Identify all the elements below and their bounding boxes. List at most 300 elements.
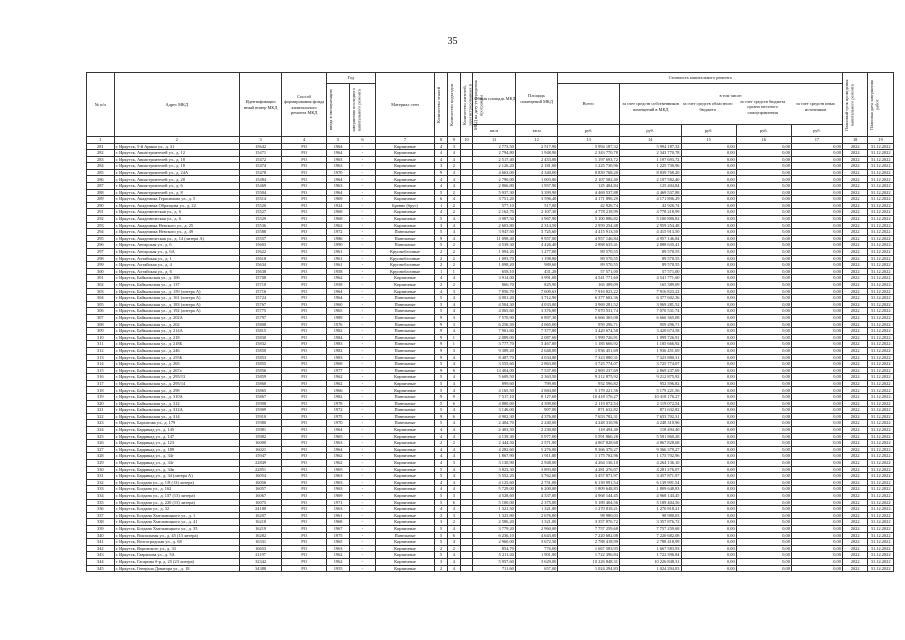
table-cell: РО [282,288,327,295]
table-cell: 1961 [326,512,349,519]
table-cell: 1 185 666,92 [619,341,681,348]
table-cell: 10 418 176,27 [558,394,620,401]
table-cell: 0,00 [681,479,736,486]
table-cell: 0,00 [791,156,842,163]
table-cell: РО [282,558,327,565]
table-cell: РО [282,440,327,447]
table-cell: 57 571,00 [558,268,620,275]
table-cell: 0,00 [791,334,842,341]
table-row [87,301,894,308]
table-cell: 0,00 [681,229,736,236]
table-cell: г. Иркутск, Авиастроителей ул., д. 28 [114,176,239,183]
table-cell: 2022 [842,552,867,559]
table-cell: 4 [435,275,448,282]
table-cell: 0,00 [791,295,842,302]
table-cell: 1977 [326,367,349,374]
table-cell: 9 [435,328,448,335]
table-row [87,255,894,262]
table-cell [460,453,473,460]
table-cell: РО [282,552,327,559]
table-cell: 5 100 886,82 [619,216,681,223]
table-cell [460,492,473,499]
table-cell: 1 024 294,83 [558,565,620,572]
table-cell: РО [282,512,327,519]
table-cell: 5 552,20 [473,473,515,480]
table-cell: 2022 [842,440,867,447]
table-cell: 0,00 [791,479,842,486]
table-cell: 1958 [326,268,349,275]
table-cell: 0,00 [791,407,842,414]
table-cell: 1962 [326,275,349,282]
table-cell: 1986 [326,235,349,242]
table-cell: 4 [435,460,448,467]
table-cell: 825,90 [515,281,557,288]
table-cell: РО [282,143,327,150]
header-unit-rub5: руб. [791,125,842,137]
table-cell: 2 343 770,78 [619,150,681,157]
table-cell: 4 [447,473,460,480]
table-cell: Кирпичные [375,150,434,157]
table-cell: 0,00 [681,275,736,282]
table-cell: 4 778 218,99 [558,209,620,216]
table-cell: 345 [87,565,115,572]
table-cell: 341 [87,539,115,546]
table-cell: РО [282,394,327,401]
table-cell: 57 571,00 [619,268,681,275]
table-cell: Кирпичные [375,196,434,203]
table-cell: 15867 [239,394,281,401]
table-cell: 0,00 [736,229,791,236]
table-cell: 952 596,82 [619,380,681,387]
table-cell: 4 968 144,45 [619,492,681,499]
header-unit-rub3: руб. [681,125,736,137]
table-cell: г. Иркутск, Байкальская ул., д. 218 [114,334,239,341]
table-cell: 0,00 [681,235,736,242]
table-cell: 15853 [239,354,281,361]
table-cell: г. Иркутск, Алтайская ул., д. 1 [114,255,239,262]
table-cell: 2022 [842,262,867,269]
table-cell: г. Иркутск, Академика Герасимова ул., д. 5 [114,196,239,203]
table-cell: Кирпичные [375,222,434,229]
table-cell: 1965 [326,466,349,473]
table-cell: Кирпичные [375,453,434,460]
table-cell: 31.12.2022 [868,354,894,361]
table-row [87,413,894,420]
header-floors: Количество этажей [436,86,442,123]
table-cell: 4 [447,387,460,394]
header-year-built: ввода в эксплуатацию [327,89,333,131]
header-cost-other: за счет средств иных источников [796,101,835,112]
table-cell: г. Иркутск, Воровского ул., д. 33 [114,545,239,552]
table-cell: 5 [435,466,448,473]
table-cell [460,440,473,447]
table-cell: 0,00 [791,143,842,150]
table-cell: 4 [435,479,448,486]
table-cell: 4 [435,433,448,440]
table-cell: 3 823,30 [473,466,515,473]
table-cell: 2 [447,163,460,170]
table-cell: Кирпичные [375,506,434,513]
table-cell: Панельные [375,367,434,374]
table-cell: 3 672,50 [515,539,557,546]
table-cell: 303 [87,288,115,295]
table-cell: 4 [447,427,460,434]
table-cell: 3 725,60 [515,229,557,236]
table-cell: 31.12.2022 [868,334,894,341]
table-cell: 31.12.2022 [868,321,894,328]
table-cell: 31.12.2022 [868,169,894,176]
table-cell: 0,00 [736,374,791,381]
table-cell [460,268,473,275]
table-cell: 5 [435,189,448,196]
table-cell: 2022 [842,209,867,216]
table-cell: 7 609,63 [515,288,557,295]
table-cell: 0,00 [736,150,791,157]
table-cell: 329 [87,460,115,467]
table-cell: 0,00 [681,301,736,308]
table-cell: г. Иркутск, Бархатова ул., д. 179 [114,420,239,427]
table-cell: Кирпичные [375,143,434,150]
table-cell: Панельные [375,235,434,242]
table-cell: 2022 [842,275,867,282]
table-cell: 15716 [239,288,281,295]
table-row [87,229,894,236]
table-cell: 290 [87,202,115,209]
table-cell: 31.12.2022 [868,176,894,183]
table-row [87,525,894,532]
table-cell: 2022 [842,202,867,209]
table-cell: 3 146,00 [473,407,515,414]
table-cell: 2 087,60 [515,334,557,341]
table-cell: 6 [447,499,460,506]
table-cell: - [350,374,375,381]
table-cell: 5 729,00 [473,486,515,493]
table-cell: 5 994 187,32 [558,143,620,150]
table-cell: 4 [435,183,448,190]
table-cell: 4 [447,183,460,190]
header-year-last: завершения последнего капитального ремонта [351,87,362,133]
table-cell: 0,00 [791,347,842,354]
table-cell: 15980 [239,420,281,427]
table-cell: Панельные [375,407,434,414]
table-cell: 6 256,50 [473,321,515,328]
table-cell: 1971 [326,499,349,506]
table-cell: 3 457 871,97 [558,473,620,480]
table-cell: 0,00 [791,209,842,216]
table-cell: 4 968 144,45 [558,492,620,499]
table-cell: 322 [87,413,115,420]
table-cell: 31.12.2022 [868,407,894,414]
table-cell: 0,00 [681,413,736,420]
column-number: 6 [350,137,375,144]
table-cell: 89 570,55 [619,255,681,262]
table-cell: 0,00 [736,558,791,565]
table-cell: 2 444,50 [473,440,515,447]
table-cell: 0,00 [791,189,842,196]
table-cell: РО [282,189,327,196]
table-cell: 1975 [326,413,349,420]
table-cell: 3 [447,460,460,467]
table-cell: 89 570,55 [558,262,620,269]
table-cell: 2022 [842,308,867,315]
table-cell: 1964 [326,143,349,150]
table-cell: Кирпичные [375,479,434,486]
table-cell: РО [282,539,327,546]
table-cell: 7 220 682,08 [619,532,681,539]
table-cell: 31.12.2022 [868,255,894,262]
table-cell: 4 541 771,60 [619,275,681,282]
table-cell: 6 139 991,54 [619,479,681,486]
table-cell: 1 [435,202,448,209]
table-cell: 1962 [326,222,349,229]
table-cell: 6 897,30 [515,314,557,321]
table-cell: 4 539,30 [473,242,515,249]
table-cell: 118 494,40 [619,427,681,434]
table-cell: 4 264 136,10 [558,460,620,467]
table-cell: 3 725 774,07 [558,361,620,368]
table-cell: - [350,394,375,401]
table-cell: 1976 [326,321,349,328]
table-cell: 1 936 451,69 [619,347,681,354]
table-cell: 125 404,84 [619,183,681,190]
table-cell: 1982 [326,347,349,354]
table-cell: 24180 [239,506,281,513]
column-number: 12 [515,137,557,144]
table-cell: 2022 [842,506,867,513]
table-cell: 22849 [239,460,281,467]
table-cell: 2 [447,440,460,447]
table-cell: 3 [447,143,460,150]
table-cell: 6 139 991,54 [558,479,620,486]
table-cell: - [350,347,375,354]
table-cell: 31.12.2022 [868,242,894,249]
table-cell: 1 [447,341,460,348]
table-cell: 3 712,90 [515,295,557,302]
table-cell: 2022 [842,473,867,480]
table-cell: 0,00 [791,413,842,420]
table-row [87,143,894,150]
table-cell [460,143,473,150]
table-cell: 0,00 [791,473,842,480]
table-cell: 3 [447,492,460,499]
table-row [87,486,894,493]
table-cell: 4 033,00 [515,301,557,308]
table-cell: 3 991,00 [515,275,557,282]
table-cell: 3 969 281,52 [558,301,620,308]
table-cell: 799,00 [515,380,557,387]
table-cell: РО [282,156,327,163]
table-cell: 2 869 237,69 [558,367,620,374]
table-cell: РО [282,328,327,335]
table-cell: - [350,400,375,407]
table-cell: 0,00 [736,216,791,223]
table-cell: 0,00 [791,367,842,374]
table-cell: 0,00 [681,196,736,203]
table-cell: 293 [87,222,115,229]
table-cell: г. Иркутск, Вокзальная ул., д. 45 (13 литера) [114,532,239,539]
table-cell: 5 [435,301,448,308]
table-cell: 2022 [842,407,867,414]
table-cell: 0,00 [681,519,736,526]
table-cell: Кирпичные [375,558,434,565]
table-cell: 2 119 072,54 [619,400,681,407]
table-cell: - [350,354,375,361]
table-cell: 2022 [842,565,867,572]
table-cell: г. Иркутск, Академика Образцова ул., д. 22 [114,202,239,209]
table-cell: 2 119 072,54 [558,400,620,407]
table-cell: 1 094,20 [473,249,515,256]
table-cell: 31.12.2022 [868,499,894,506]
table-cell: 31.12.2022 [868,202,894,209]
table-cell [460,301,473,308]
table-cell: Бревно (брус) [375,202,434,209]
table-cell: 0,00 [791,321,842,328]
table-cell [460,189,473,196]
table-cell: 15708 [239,275,281,282]
table-cell: г. Иркутск, Байкальская ул., д. 312А [114,407,239,414]
table-cell: 15514 [239,196,281,203]
table-cell: 4 957 146,84 [619,235,681,242]
table-cell: 15860 [239,380,281,387]
table-cell: 0,00 [791,394,842,401]
table-cell: 0,00 [736,176,791,183]
table-cell: 15471 [239,150,281,157]
table-cell: Панельные [375,334,434,341]
table-cell: 31.12.2022 [868,479,894,486]
table-cell: г. Иркутск, Баррикад ул., д. 147 [114,433,239,440]
table-cell [460,361,473,368]
table-cell: г. Иркутск, 5-й Армии ул., д. 31 [114,143,239,150]
table-cell: 1983 [326,354,349,361]
table-cell: - [350,176,375,183]
table-cell: 31.12.2022 [868,216,894,223]
table-cell: 42 926,74 [619,202,681,209]
header-entrances: Количество подъездов [448,83,454,126]
table-cell: 1964 [326,288,349,295]
table-cell: 5 [435,242,448,249]
table-cell: 4 426,40 [515,242,557,249]
table-cell: г. Иркутск, Байкальская ул., д. 202 [114,321,239,328]
table-cell: 4 264 136,10 [619,460,681,467]
table-cell: 4 [447,275,460,282]
column-number: 2 [114,137,239,144]
table-cell: 0,00 [681,262,736,269]
column-number: 9 [447,137,460,144]
table-cell: 6 236,10 [473,532,515,539]
table-cell: 2 343 770,78 [558,150,620,157]
table-cell: г. Иркутск, Академика Невского ул., д. 49 [114,229,239,236]
table-cell: 31.12.2022 [868,275,894,282]
table-cell: 2 959 254,48 [619,222,681,229]
table-cell: 9 [435,334,448,341]
table-cell: 2 773,50 [473,143,515,150]
table-cell: г. Иркутск, Генерала Доватора ул., д. 18 [114,565,239,572]
table-cell: 5 189 404,56 [558,499,620,506]
table-cell: 1969 [326,492,349,499]
table-cell: 15588 [239,229,281,236]
table-cell: 0,00 [791,545,842,552]
header-address: Адрес МКД [114,73,239,137]
table-cell: г. Иркутск, Байкальская ул., д. 218Б [114,341,239,348]
table-cell: 1 225 730,96 [558,163,620,170]
table-cell: г. Иркутск, Байкальская ул., д. 159 (литера А) [114,288,239,295]
table-cell: 2022 [842,255,867,262]
table-cell: 4 [447,539,460,546]
table-cell: Кирпичные [375,512,434,519]
table-cell: 15642 [239,143,281,150]
table-cell: 0,00 [681,374,736,381]
table-cell: 5 994 187,32 [619,143,681,150]
table-row [87,347,894,354]
table-cell: 331 [87,473,115,480]
table-cell: Панельные [375,413,434,420]
table-cell [460,275,473,282]
table-cell: г. Иркутск, Байкальская ул., д. 214А [114,328,239,335]
table-cell: - [350,216,375,223]
table-cell: РО [282,367,327,374]
table-cell: 31.12.2022 [868,196,894,203]
table-cell: 1975 [326,532,349,539]
table-cell: РО [282,361,327,368]
table-cell: 31.12.2022 [868,262,894,269]
table-cell: 317 [87,380,115,387]
header-unit-rub1: руб. [558,125,620,137]
table-cell: Кирпичные [375,216,434,223]
table-cell: РО [282,229,327,236]
table-cell: Панельные [375,308,434,315]
table-cell: 0,00 [791,281,842,288]
table-cell: 31.12.2022 [868,163,894,170]
table-cell: 2022 [842,150,867,157]
table-cell: 4 [447,479,460,486]
table-cell: г. Иркутск, Байкальская ул., д. 137 [114,281,239,288]
table-cell: 1970 [326,169,349,176]
table-cell: 0,00 [681,183,736,190]
table-header [87,73,894,144]
table-cell: РО [282,506,327,513]
table-cell: 2 959 254,48 [558,222,620,229]
table-cell [460,552,473,559]
table-cell: - [350,427,375,434]
table-cell: 4 [447,328,460,335]
table-cell [460,176,473,183]
table-cell: 3 779,20 [473,525,515,532]
table-cell: г. Иркутск, Ангарская ул., д. 6 [114,242,239,249]
table-cell: 31.12.2022 [868,249,894,256]
table-row [87,519,894,526]
table-cell: 2 [447,255,460,262]
table-cell: г. Иркутск, Байкальская ул., д. 106 [114,275,239,282]
table-cell: 1 999 726,91 [558,334,620,341]
table-cell: 5 957,60 [473,558,515,565]
table-cell: 6 [435,196,448,203]
table-cell: - [350,492,375,499]
table-cell [460,558,473,565]
table-cell: 31.12.2022 [868,341,894,348]
table-cell: 98 980,03 [619,512,681,519]
table-cell: 0,00 [736,565,791,572]
table-cell: Крупноблочные [375,255,434,262]
table-cell: 0,00 [791,301,842,308]
table-row [87,407,894,414]
table-cell: 31.12.2022 [868,143,894,150]
table-cell: 15808 [239,321,281,328]
table-cell [460,281,473,288]
table-cell: 2 788 418,99 [619,539,681,546]
table-cell: - [350,222,375,229]
table-cell: РО [282,163,327,170]
table-cell: 1 867,90 [473,453,515,460]
